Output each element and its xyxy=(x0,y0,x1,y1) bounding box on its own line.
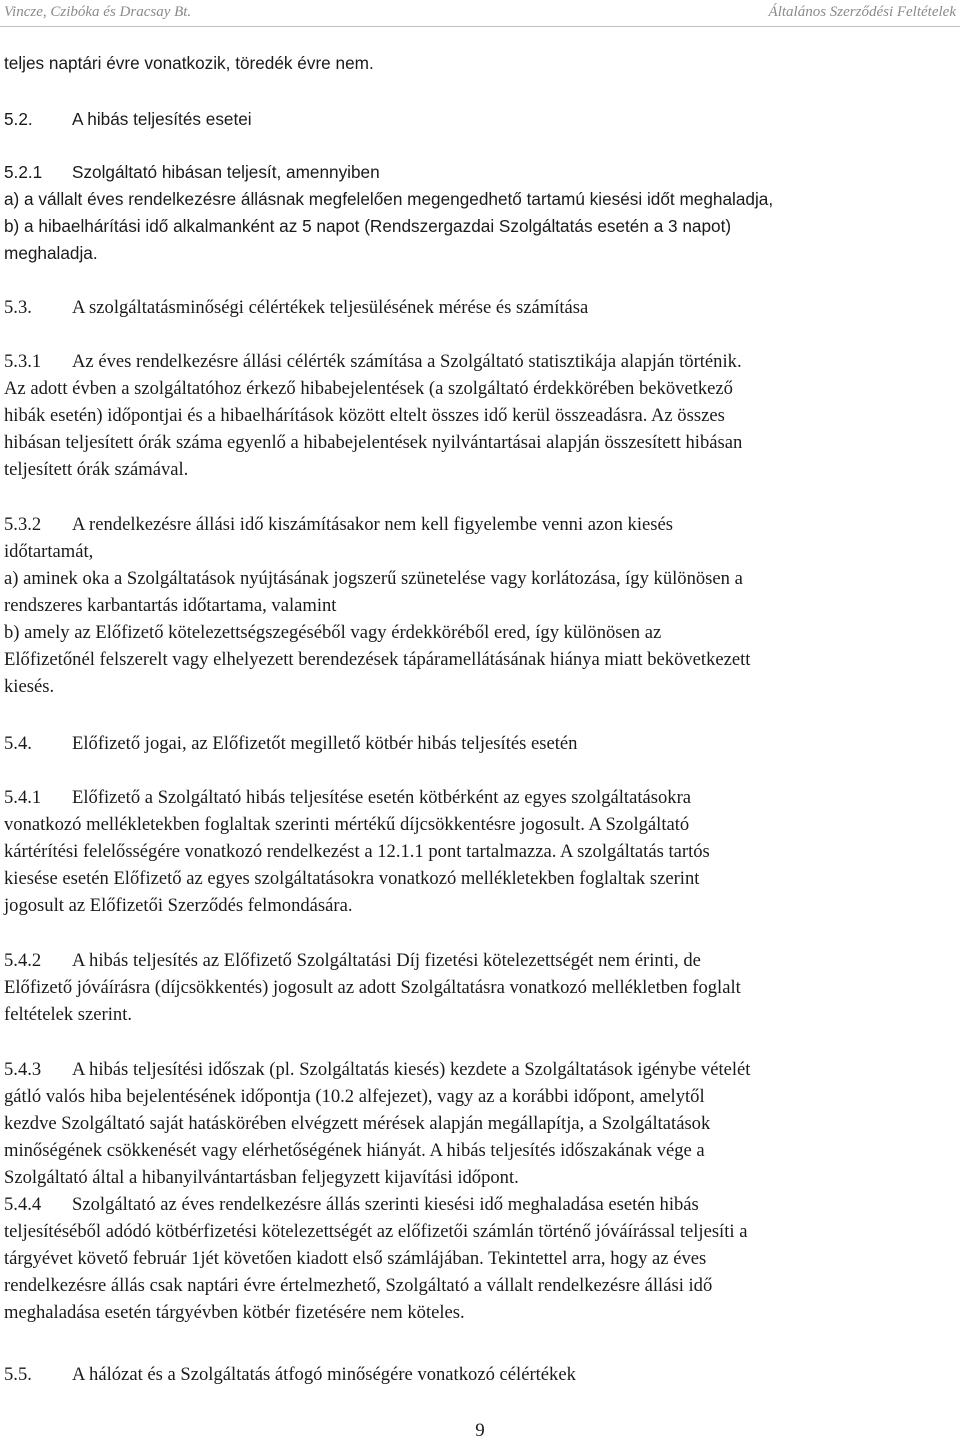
header-doc-title: Általános Szerződési Feltételek xyxy=(768,4,956,20)
section-line xyxy=(4,733,577,755)
line-text: A hibás teljesítés esetei xyxy=(72,109,252,129)
line-text: teljes naptári évre vonatkozik, töredék évre nem. xyxy=(4,53,374,73)
line-text: vonatkozó mellékletekben foglaltak szerinti mértékű díjcsökkentésre jogosult. A Szolgáltató xyxy=(4,814,690,835)
text-line xyxy=(4,568,743,590)
section-number: 5.3.1 xyxy=(4,351,42,372)
text-line xyxy=(4,242,98,264)
line-text: minőségének csökkenését vagy elérhetőségének hiányát. A hibás teljesítés időszakának vége a xyxy=(4,1140,705,1161)
section-line xyxy=(4,1194,699,1216)
text-line xyxy=(4,649,750,671)
section-line xyxy=(4,161,380,183)
line-text: b) a hibaelhárítási idő alkalmanként az 5 napot (Rendszergazdai Szolgáltatás esetén a 3 napot) xyxy=(4,216,732,236)
text-line xyxy=(4,541,93,563)
text-line xyxy=(4,1302,465,1324)
line-text: tárgyévet követő február 1jét követően kiadott első számlájában. Tekintettel arra, hogy az éves xyxy=(4,1248,707,1269)
text-line xyxy=(4,676,54,698)
section-line xyxy=(4,297,588,319)
line-text: b) amely az Előfizető kötelezettségszegéséből vagy érdekköréből ered, így különösen az xyxy=(4,622,662,643)
text-line xyxy=(4,378,733,400)
line-text: teljesített órák számával. xyxy=(4,459,189,480)
line-text: Szolgáltató által a hibanyilvántartásban feljegyzett kijavítási időpont. xyxy=(4,1167,519,1188)
line-text: gátló valós hiba bejelentésének időpontja (10.2 alfejezet), vagy az a korábbi időpont, amelytől xyxy=(4,1086,705,1107)
section-number: 5.3.2 xyxy=(4,514,42,535)
text-line xyxy=(4,841,710,863)
line-text: A szolgáltatásminőségi célértékek teljesülésének mérése és számítása xyxy=(72,297,589,318)
line-text: Előfizetőnél felszerelt vagy elhelyezett berendezések tápáramellátásának hiánya miatt bekövetkezett xyxy=(4,649,751,670)
line-text: kezdve Szolgáltató saját hatáskörében elvégzett mérések alapján megállapítja, a Szolgáltatások xyxy=(4,1113,711,1134)
line-text: meghaladja. xyxy=(4,243,98,263)
text-line xyxy=(4,405,725,427)
section-line xyxy=(4,351,742,373)
line-text: kiesése esetén Előfizető az egyes szolgáltatásokra vonatkozó mellékletekben foglaltak szerint xyxy=(4,868,700,889)
text-line xyxy=(4,188,773,210)
line-text: meghaladása esetén tárgyévben kötbér fizetésére nem köteles. xyxy=(4,1302,465,1323)
page-number: 9 xyxy=(475,1420,485,1441)
section-line xyxy=(4,1364,576,1386)
section-number: 5.5. xyxy=(4,1364,32,1385)
section-number: 5.4.1 xyxy=(4,787,42,808)
line-text: A hibás teljesítési időszak (pl. Szolgáltatás kiesés) kezdete a Szolgáltatások igénybe vételét xyxy=(72,1059,751,1080)
line-text: A hálózat és a Szolgáltatás átfogó minőségére vonatkozó célértékek xyxy=(72,1364,576,1385)
section-line xyxy=(4,108,252,130)
section-line xyxy=(4,787,691,809)
line-text: Szolgáltató hibásan teljesít, amennyiben xyxy=(72,162,380,182)
text-line xyxy=(4,1248,706,1270)
line-text: feltételek szerint. xyxy=(4,1004,133,1025)
line-text: Az éves rendelkezésre állási célérték számítása a Szolgáltató statisztikája alapján történik. xyxy=(72,351,742,372)
section-number: 5.4.2 xyxy=(4,950,42,971)
line-text: Előfizető a Szolgáltató hibás teljesítése esetén kötbérként az egyes szolgáltatásokra xyxy=(72,787,692,808)
text-line xyxy=(4,1140,705,1162)
line-text: Az adott évben a szolgáltatóhoz érkező hibabejelentések (a szolgáltató érdekkörében bekövetkező xyxy=(4,378,733,399)
text-line xyxy=(4,1113,710,1135)
text-line xyxy=(4,895,353,917)
text-line xyxy=(4,622,661,644)
text-line xyxy=(4,868,699,890)
section-number: 5.3. xyxy=(4,297,32,318)
text-line xyxy=(4,459,188,481)
line-text: hibák esetén) időpontjai és a hibaelhárítások között eltelt összes idő kerül összeadásra. Az összes xyxy=(4,405,725,426)
text-line xyxy=(4,1275,712,1297)
line-text: időtartamát, xyxy=(4,541,94,562)
line-text: hibásan teljesített órák száma egyenlő a hibabejelentések nyilvántartásai alapján összesített hibásan xyxy=(4,432,743,453)
text-line xyxy=(4,215,731,237)
line-text: A rendelkezésre állási idő kiszámításakor nem kell figyelembe venni azon kiesés xyxy=(72,514,673,535)
section-line xyxy=(4,514,673,536)
section-line xyxy=(4,950,701,972)
text-line xyxy=(4,52,374,74)
line-text: a) a vállalt éves rendelkezésre állásnak megfelelően megengedhető tartamú kiesési időt meghaladja, xyxy=(4,189,774,209)
header-company: Vincze, Czibóka és Dracsay Bt. xyxy=(4,4,192,20)
line-text: kiesés. xyxy=(4,676,55,697)
text-line xyxy=(4,1004,132,1026)
section-line xyxy=(4,1059,750,1081)
line-text: rendelkezésre állás csak naptári évre értelmezhető, Szolgáltató a vállalt rendelkezésre állási idő xyxy=(4,1275,713,1296)
text-line xyxy=(4,814,689,836)
section-number: 5.4. xyxy=(4,733,32,754)
text-line xyxy=(4,595,336,617)
line-text: a) aminek oka a Szolgáltatások nyújtásának jogszerű szünetelése vagy korlátozása, így különösen a xyxy=(4,568,743,589)
page-header xyxy=(0,0,960,27)
line-text: jogosult az Előfizetői Szerződés felmondására. xyxy=(4,895,353,916)
line-text: rendszeres karbantartás időtartama, valamint xyxy=(4,595,337,616)
text-line xyxy=(4,1086,705,1108)
line-text: Szolgáltató az éves rendelkezésre állás szerinti kiesési idő meghaladása esetén hibás xyxy=(72,1194,699,1215)
line-text: A hibás teljesítés az Előfizető Szolgáltatási Díj fizetési kötelezettségét nem érinti, de xyxy=(72,950,701,971)
section-number: 5.4.3 xyxy=(4,1059,42,1080)
text-line xyxy=(4,1221,747,1243)
line-text: Előfizető jogai, az Előfizetőt megillető kötbér hibás teljesítés esetén xyxy=(72,733,578,754)
text-line xyxy=(4,977,741,999)
section-number: 5.4.4 xyxy=(4,1194,42,1215)
text-line xyxy=(4,1167,519,1189)
line-text: kártérítési felelősségére vonatkozó rendelkezést a 12.1.1 pont tartalmazza. A szolgáltatás tartós xyxy=(4,841,710,862)
line-text: Előfizető jóváírásra (díjcsökkentés) jogosult az adott Szolgáltatásra vonatkozó mellékletben foglalt xyxy=(4,977,741,998)
line-text: teljesítéséből adódó kötbérfizetési kötelezettségét az előfizetői számlán történő jóváírással teljesíti a xyxy=(4,1221,748,1242)
section-number: 5.2.1 xyxy=(4,162,43,182)
section-number: 5.2. xyxy=(4,109,33,129)
text-line xyxy=(4,432,742,454)
